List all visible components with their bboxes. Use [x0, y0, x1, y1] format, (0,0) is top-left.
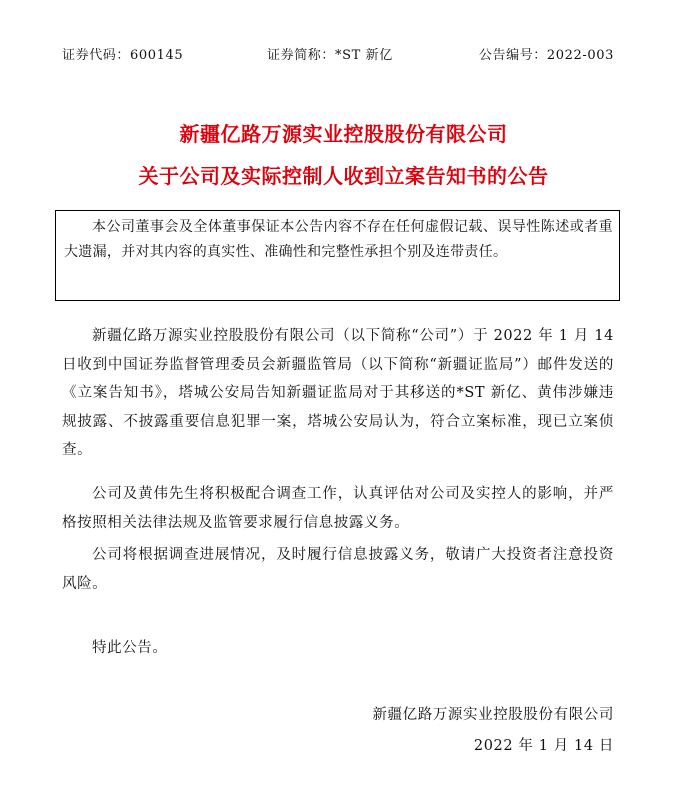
closing-remark: 特此公告。 — [92, 640, 168, 656]
announcement-number: 公告编号：2022-003 — [478, 48, 614, 63]
stock-name: 证券简称：*ST 新亿 — [267, 48, 393, 63]
body-paragraph-3: 公司将根据调查进展情况，及时履行信息披露义务，敬请广大投资者注意投资风险。 — [62, 547, 614, 592]
body-paragraph-2: 公司及黄伟先生将积极配合调查工作，认真评估对公司及实控人的影响，并严格按照相关法律法规及监管要求履行信息披露义务。 — [62, 486, 614, 531]
signature-company: 新疆亿路万源实业控股股份有限公司 — [372, 707, 614, 723]
disclaimer-box: 本公司董事会及全体董事保证本公告内容不存在任何虚假记载、误导性陈述或者重大遗漏，并对其内容的真实性、准确性和完整性承担个别及连带责任。 — [55, 210, 620, 301]
title-company: 新疆亿路万源实业控股股份有限公司 — [179, 122, 508, 146]
header-meta — [62, 44, 614, 64]
title-subject: 关于公司及实际控制人收到立案告知书的公告 — [138, 164, 549, 188]
body-paragraph-1: 新疆亿路万源实业控股股份有限公司（以下简称“公司”）于 2022 年 1 月 14 日收到中国证券监督管理委员会新疆监管局（以下简称“新疆证监局”）邮件发送的《立案告知书》，塔城公安局告知新疆证监局对于其移送的*ST 新亿、黄伟涉嫌违规披露、不披露重要信息犯罪一案，塔城公安局认为，符合立案标准，现已立案侦查。 — [62, 328, 614, 458]
signature-date: 2022 年 1 月 14 日 — [473, 738, 614, 754]
stock-code: 证券代码：600145 — [62, 48, 184, 63]
